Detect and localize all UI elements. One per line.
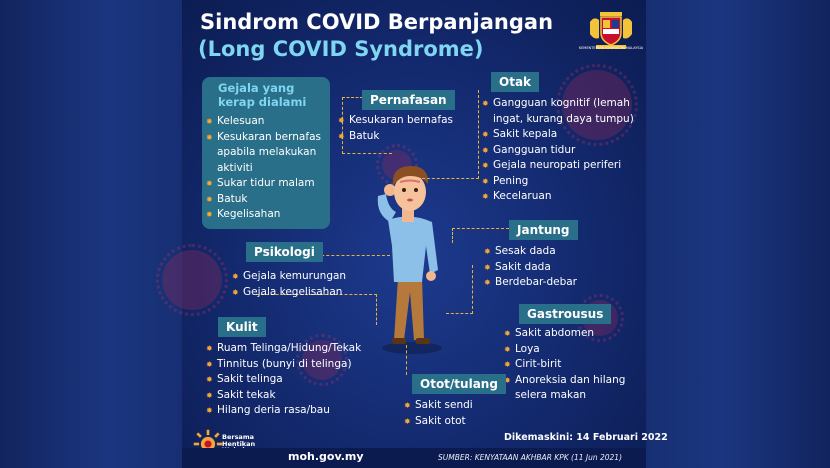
pernafasan-symptoms-list <box>338 113 478 144</box>
symptom-item: ✸ Anoreksia dan hilang selera makan <box>504 373 644 404</box>
symptom-item: ✸ Sakit dada <box>484 260 624 276</box>
symptom-item: ✸ Cirit-birit <box>504 357 644 373</box>
common-symptoms-heading: Gejala yang kerap dialami <box>218 81 307 109</box>
symptom-item: ✸ Sakit tekak <box>206 388 376 404</box>
symptom-item: ✸ Ruam Telinga/Hidung/Tekak <box>206 341 376 357</box>
category-tag-kulit: Kulit <box>218 317 266 337</box>
otot-tulang-symptoms-list <box>404 398 524 429</box>
ministry-label: KEMENTERIAN KESIHATAN MALAYSIA <box>578 46 644 50</box>
connector-line <box>342 153 392 154</box>
psikologi-symptoms-list <box>232 269 372 300</box>
connector-line <box>406 345 407 375</box>
blurred-left-backdrop <box>0 0 182 468</box>
common-symptoms-list <box>206 114 326 223</box>
category-tag-jantung: Jantung <box>509 220 578 240</box>
category-tag-otot-tulang: Otot/tulang <box>412 374 506 394</box>
poster-title: Sindrom COVID Berpanjangan <box>200 10 554 34</box>
symptom-item: ✸ Kecelaruan <box>482 189 644 205</box>
jantung-symptoms-list <box>484 244 624 291</box>
symptom-item: ✸ Gejala kemurungan <box>232 269 372 285</box>
symptom-item: ✸ Gejala neuropati periferi <box>482 158 644 174</box>
symptom-item: ✸ Sesak dada <box>484 244 624 260</box>
campaign-logo-text: Bersama Hentikan <box>222 433 256 448</box>
category-tag-otak: Otak <box>491 72 539 92</box>
symptom-item: ✸ Batuk <box>206 192 326 208</box>
website-label: moh.gov.my <box>288 450 364 463</box>
symptom-item: ✸ Sukar tidur malam <box>206 176 326 192</box>
symptom-item: ✸ Gangguan tidur <box>482 143 644 159</box>
virus-decoration <box>162 250 222 310</box>
symptom-item: ✸ Sakit abdomen <box>504 326 644 342</box>
symptom-item: ✸ Kesukaran bernafas <box>338 113 478 129</box>
poster-subtitle: (Long COVID Syndrome) <box>198 37 484 61</box>
symptom-item: ✸ Berdebar-debar <box>484 275 624 291</box>
symptom-item: ✸ Hilang deria rasa/bau <box>206 403 376 419</box>
category-tag-psikologi: Psikologi <box>246 242 323 262</box>
category-tag-pernafasan: Pernafasan <box>362 90 455 110</box>
updated-date: Dikemaskini: 14 Februari 2022 <box>504 432 668 443</box>
symptom-item: ✸ Sakit sendi <box>404 398 524 414</box>
symptom-item: ✸ Pening <box>482 174 644 190</box>
symptom-item: ✸ Loya <box>504 342 644 358</box>
symptom-item: ✸ Kelesuan <box>206 114 326 130</box>
gastrousus-symptoms-list <box>504 326 644 404</box>
symptom-item: ✸ Tinnitus (bunyi di telinga) <box>206 357 376 373</box>
symptom-item: ✸ Sakit kepala <box>482 127 644 143</box>
symptom-item: ✸ Kesukaran bernafas apabila melakukan aktiviti <box>206 130 326 177</box>
symptom-item: ✸ Kegelisahan <box>206 207 326 223</box>
person-illustration <box>360 160 460 360</box>
connector-line <box>446 265 473 314</box>
blurred-right-backdrop <box>646 0 830 468</box>
source-note: SUMBER: KENYATAAN AKHBAR KPK (11 Jun 2021) <box>438 453 622 462</box>
otak-symptoms-list <box>482 96 644 205</box>
symptom-item: ✸ Sakit otot <box>404 414 524 430</box>
connector-line <box>452 228 509 243</box>
symptom-item: ✸ Batuk <box>338 129 478 145</box>
symptom-item: ✸ Gangguan kognitif (lemah ingat, kurang daya tumpu) <box>482 96 644 127</box>
symptom-item: ✸ Sakit telinga <box>206 372 376 388</box>
symptom-item: ✸ Gejala kegelisahan <box>232 285 372 301</box>
kulit-symptoms-list <box>206 341 376 419</box>
category-tag-gastrousus: Gastrousus <box>519 304 611 324</box>
infographic-poster <box>182 0 668 468</box>
